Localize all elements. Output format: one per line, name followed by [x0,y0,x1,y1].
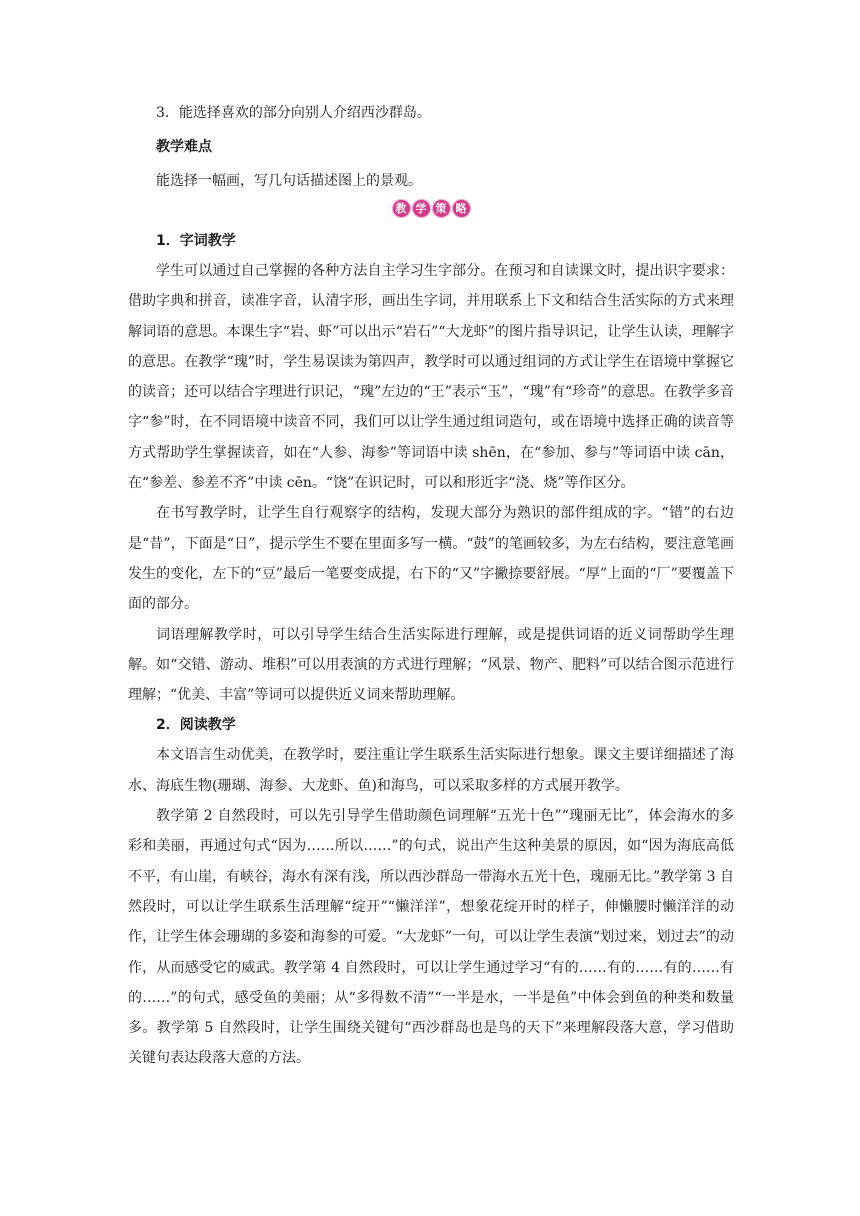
badge-char: 略 [452,199,471,218]
document-page [128,0,734,1074]
objective-3: 3．能选择喜欢的部分向别人介绍西沙群岛。 [156,105,431,121]
badge-char: 教 [392,199,411,218]
difficulty-text: 能选择一幅画，写几句话描述图上的景观。 [156,173,422,189]
section-2-heading: 2．阅读教学 [156,717,236,734]
section-1-paragraph-2: 在书写教学时，让学生自行观察字的结构，发现大部分为熟识的部件组成的字。“错”的右边是“昔”，下面是“日”，提示学生不要在里面多写一横。“鼓”的笔画较多，为左右结构，要注意笔画发生的变化，左下的“豆”最后一笔要变成提，右下的“又”字撇捺要舒展。“厚”上面的“厂”要覆盖下面的部分。 [128,505,734,613]
badge-char: 策 [432,199,451,218]
section-1-paragraph-3: 词语理解教学时，可以引导学生结合生活实际进行理解，或是提供词语的近义词帮助学生理解。如“交错、游动、堆积”可以用表演的方式进行理解；“风景、物产、肥料”可以结合图示范进行理解；“优美、丰富”等词可以提供近义词来帮助理解。 [128,626,734,704]
difficulty-heading: 教学难点 [156,139,212,155]
strategy-badge [128,196,734,226]
section-1-paragraph-1: 学生可以通过自己掌握的各种方法自主学习生字部分。在预习和自读课文时，提出识字要求：借助字典和拼音，读准字音，认清字形，画出生字词，并用联系上下文和结合生活实际的方式来理解词语的意思。本课生字“岩、虾”可以出示“岩石”“大龙虾”的图片指导识记，让学生认读，理解字的意思。在教学“瑰”时，学生易误读为第四声，教学时可以通过组词的方式让学生在语境中掌握它的读音；还可以结合字理进行识记，“瑰”左边的“王”表示“玉”，“瑰”有“珍奇”的意思。在教学多音字“参”时，在不同语境中读音不同，我们可以让学生通过组词造句，或在语境中选择正确的读音等方式帮助学生掌握读音，如在“人参、海参”等词语中读 shēn，在“参加、参与”等词语中读 cān，在“参差、参差不齐”中读 cēn。“饶”在识记时，可以和形近字“浇、烧”等作区分。 [128,263,734,492]
badge-char: 学 [412,199,431,218]
section-1-heading: 1．字词教学 [156,233,236,249]
section-2-paragraph-1: 本文语言生动优美，在教学时，要注重让学生联系生活实际进行想象。课文主要详细描述了海水、海底生物(珊瑚、海参、大龙虾、鱼)和海鸟，可以采取多样的方式展开教学。 [128,747,734,794]
section-2-paragraph-2: 教学第 2 自然段时，可以先引导学生借助颜色词理解“五光十色”“瑰丽无比”，体会海水的多彩和美丽，再通过句式“因为……所以……”的句式，说出产生这种美景的原因，如“因为海底高低不平，有山崖，有峡谷，海水有深有浅，所以西沙群岛一带海水五光十色，瑰丽无比。”教学第 3 自然段时，可以让学生联系生活理解“绽开”“懒洋洋”，想象花绽开时的样子，伸懒腰时懒洋洋的动作，让学生体会珊瑚的多姿和海参的可爱。“大龙虾”一句，可以让学生表演“划过来，划过去”的动作，从而感受它的威武。教学第 4 自然段时，可以让学生通过学习“有的……有的……有的……有的……”的句式，感受鱼的美丽；从“多得数不清”“一半是水，一半是鱼”中体会到鱼的种类和数量多。教学第 5 自然段时，让学生围绕关键句“西沙群岛也是鸟的天下”来理解段落大意，学习借助关键句表达段落大意的方法。 [128,808,734,1067]
